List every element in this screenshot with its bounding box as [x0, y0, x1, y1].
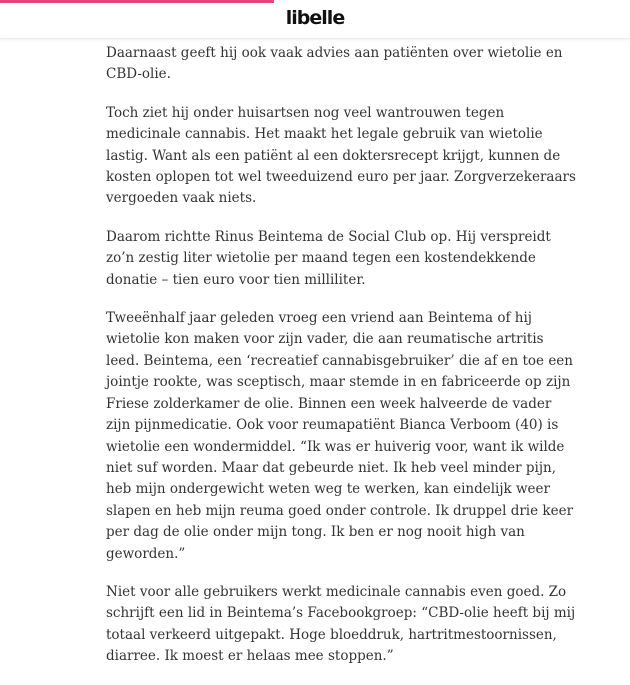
article-paragraph: Niet voor alle gebruikers werkt medicinale cannabis even goed. Zo schrijft een lid in Beintema’s Facebookgroep: “CBD-olie heeft bij mij totaal verkeerd uitgepakt. Hoge bloeddruk, hartritmestoornissen, diarree. Ik moest er helaas mee stoppen.”: [106, 583, 576, 665]
article-body: [106, 43, 576, 685]
article-paragraph: Toch ziet hij onder huisartsen nog veel wantrouwen tegen medicinale cannabis. Het maakt het legale gebruik van wietolie lastig. Want als een patiënt al een doktersrecept krijgt, kunnen de kosten oplopen tot wel tweeduizend euro per jaar. Zorgverzekeraars vergoeden vaak niets.: [106, 104, 576, 207]
article-paragraph: Tweeënhalf jaar geleden vroeg een vriend aan Beintema of hij wietolie kon maken voor zijn vader, die aan reumatische artritis leed. Beintema, een ‘recreatief cannabisgebruiker’ die af en toe een jointje rookte, was sceptisch, maar stemde in en fabriceerde op zijn Friese zolderkamer de olie. Binnen een week halveerde de vader zijn pijnmedicatie. Ook voor reumapatiënt Bianca Verboom (40) is wietolie een wondermiddel. “Ik was er huiverig voor, want ik wilde niet suf worden. Maar dat gebeurde niet. Ik heb veel minder pijn, heb mijn ondergewicht weten weg te werken, kan eindelijk weer slapen en heb mijn reuma goed onder controle. Ik druppel drie keer per dag de olie onder mijn tong. Ik ben er nog nooit high van geworden.”: [106, 310, 574, 562]
article-paragraph: Daarom richtte Rinus Beintema de Social Club op. Hij verspreidt zo’n zestig liter wietolie per maand tegen een kostendekkende donatie – tien euro voor tien milliliter.: [106, 228, 551, 288]
site-header: [0, 0, 630, 39]
libelle-logo[interactable]: libelle: [285, 7, 345, 29]
article-paragraph: Daarnaast geeft hij ook vaak advies aan patiënten over wietolie en CBD-olie.: [106, 45, 563, 83]
reading-progress-bar: [0, 0, 274, 3]
